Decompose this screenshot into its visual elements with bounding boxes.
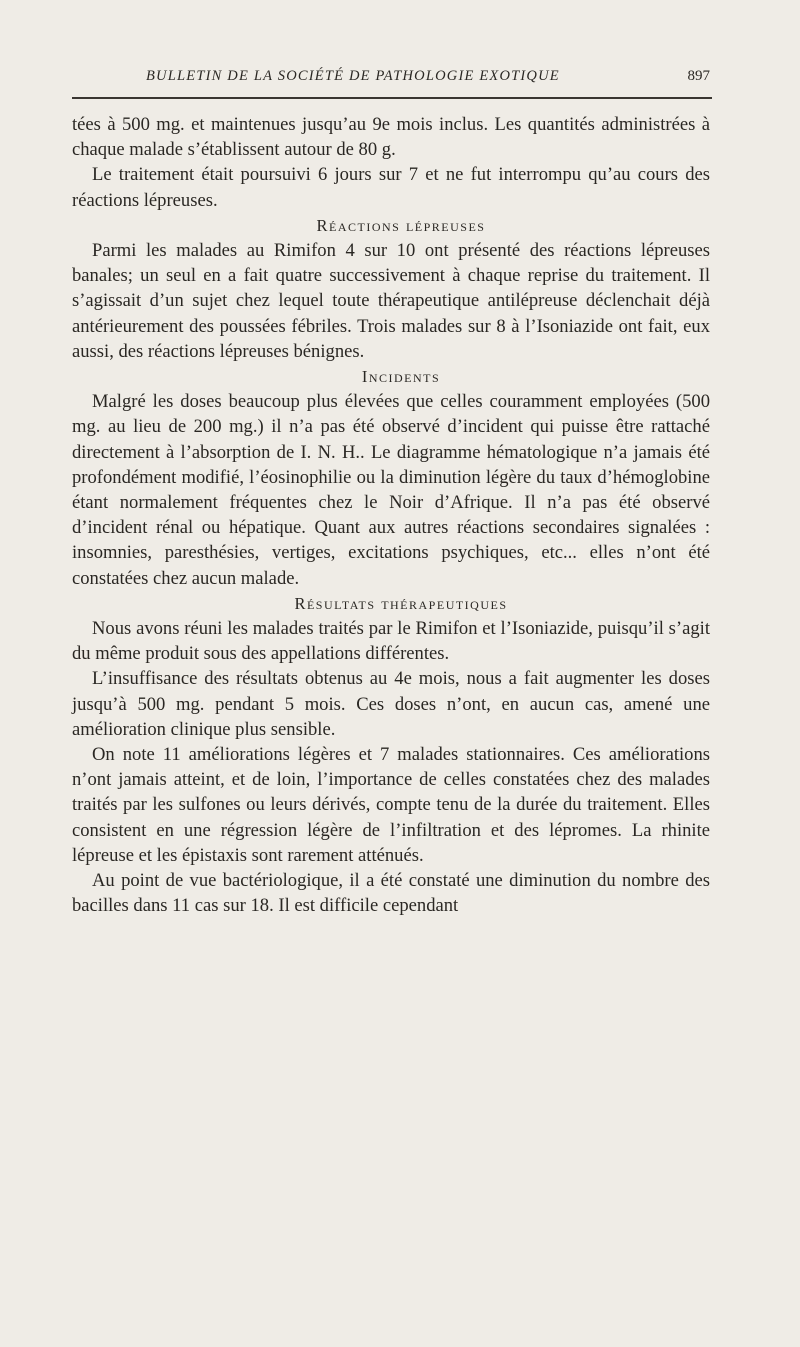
section-heading-incidents: Incidents	[361, 367, 441, 387]
paragraph: Malgré les doses beaucoup plus élevées que celles couramment employées (500 mg. au lieu de 200 mg.) il n’a pas été observé d’incident qui puisse être rattaché directement à l’absorption de I. N. H.. Le diagramme hématologique n’a jamais été profondément modifié, l’éosinophilie ou la diminution légère du taux d’hémoglobine étant normalement fréquentes chez le Noir d’Afrique. Il n’a pas été observé d’incident rénal ou hépatique. Quant aux autres réactions secondaires signalées : insomnies, paresthésies, vertiges, excitations psychiques, etc... elles n’ont été constatées chez aucun malade.	[72, 391, 710, 589]
section-heading-reactions: Réactions lépreuses	[316, 215, 486, 235]
header-rule	[72, 97, 712, 99]
paragraph: Nous avons réuni les malades traités par le Rimifon et l’Isoniazide, puisqu’il s’agit du même produit sous des appellations différentes.	[72, 618, 710, 665]
paragraph: Parmi les malades au Rimifon 4 sur 10 ont présenté des réactions lépreuses banales; un seul en a fait quatre successivement à chaque reprise du traitement. Il s’agissait d’un sujet chez lequel toute thérapeutique antilépreuse déclenchait déjà antérieurement des poussées fébriles. Trois malades sur 8 à l’Isoniazide ont fait, eux aussi, des réactions lépreuses bénignes.	[72, 240, 710, 362]
paragraph: tées à 500 mg. et maintenues jusqu’au 9e mois inclus. Les quantités administrées à chaque malade s’établissent autour de 80 g.	[72, 114, 710, 161]
paragraph: On note 11 améliorations légères et 7 malades stationnaires. Ces améliorations n’ont jamais atteint, et de loin, l’importance de celles constatées chez des malades traités par les sulfones ou leurs dérivés, compte tenu de la durée du traitement. Elles consistent en une régression légère de l’infiltration et des lépromes. La rhinite lépreuse et les épistaxis sont rarement atténués.	[72, 744, 710, 866]
paragraph: L’insuffisance des résultats obtenus au 4e mois, nous a fait augmenter les doses jusqu’à 500 mg. pendant 5 mois. Ces doses n’ont, en aucun cas, amené une amélioration clinique plus sensible.	[72, 668, 710, 740]
paragraph: Au point de vue bactériologique, il a été constaté une diminution du nombre des bacilles dans 11 cas sur 18. Il est difficile cependant	[72, 870, 710, 917]
paragraph: Le traitement était poursuivi 6 jours sur 7 et ne fut interrompu qu’au cours des réactions lépreuses.	[72, 164, 710, 211]
page-header	[72, 68, 712, 94]
body-text	[72, 112, 710, 919]
page-number: 897	[687, 68, 710, 84]
section-heading-results: Résultats thérapeutiques	[294, 593, 508, 613]
running-title: BULLETIN DE LA SOCIÉTÉ DE PATHOLOGIE EXOTIQUE	[146, 68, 560, 84]
